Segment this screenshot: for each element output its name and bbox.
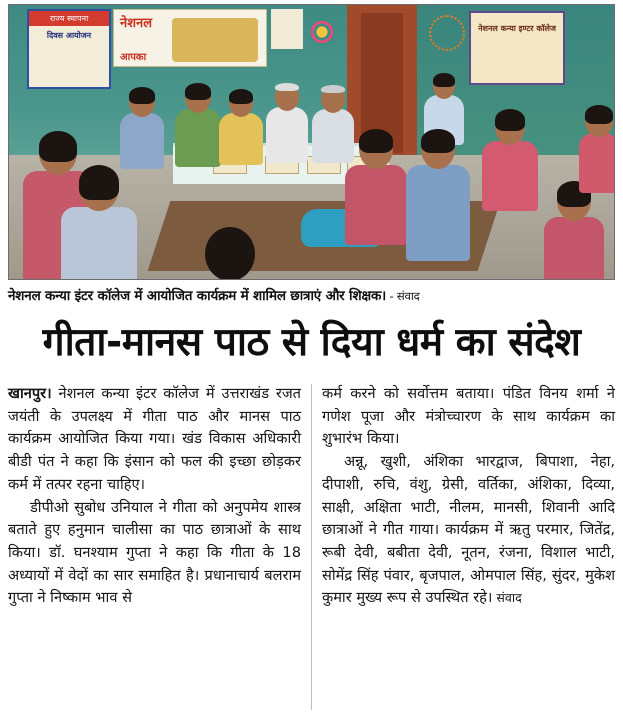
column-divider [311, 384, 312, 710]
student-person [585, 105, 615, 193]
article-column-right [322, 383, 615, 610]
banner-artwork [172, 18, 258, 62]
caption-text: नेशनल कन्या इंटर कॉलेज में आयोजित कार्यक्रम में शामिल छात्राएं और शिक्षक। [8, 288, 387, 304]
dreamcatcher-decoration [429, 15, 465, 51]
caption-credit: - संवाद [386, 289, 420, 303]
banner-left-title: राज्य स्थापना [29, 11, 109, 26]
student-person [359, 129, 407, 245]
college-banner [469, 11, 565, 85]
article-credit: संवाद [492, 590, 522, 606]
college-banner-text: नेशनल कन्या इण्टर कॉलेज [478, 24, 556, 33]
guest-person [275, 83, 308, 163]
student-person [557, 181, 604, 280]
paragraph-text: नेशनल कन्या इंटर कॉलेज में उत्तराखंड रजत जयंती के उपलक्ष्य में गीता पाठ और मानस पाठ कार्यक्रम आयोजित किया गया। खंड विकास अधिकारी बीडी पंत ने कहा कि इंसान को फल की इच्छा छोड़कर कर्म में तत्पर रहना चाहिए। [8, 385, 301, 493]
dateline: खानपुर। [8, 385, 52, 402]
wall-poster [271, 9, 303, 49]
guest-person [129, 87, 164, 169]
article-column-left [8, 383, 301, 610]
guest-person [321, 85, 354, 163]
article-paragraph: कर्म करने को सर्वोत्तम बताया। पंडित विनय शर्मा ने गणेश पूजा और मंत्रोच्चारण के साथ कार्यक्रम का शुभारंभ किया। [322, 385, 615, 448]
headline: गीता-मानस पाठ से दिया धर्म का संदेश [42, 320, 581, 365]
event-banner-center [113, 9, 267, 67]
student-person [495, 109, 538, 211]
banner-center-title: नेशनल [120, 16, 153, 31]
banner-center-subtitle: आपका [120, 52, 147, 63]
student-person [79, 165, 137, 280]
article-paragraph: डीपीओ सुबोध उनियाल ने गीता को अनुपमेय शास्त्र बताते हुए हनुमान चालीसा का पाठ छात्राओं के साथ किया। डॉ. घनश्याम गुप्ता ने कहा कि गीता के 18 अध्यायों में वेदों का सार समाहित है। प्रधानाचार्य बलराम गुप्ता ने निष्काम भाव से [8, 498, 301, 607]
mandala-decoration [309, 19, 335, 45]
paragraph-text: अन्नू, खुशी, अंशिका भारद्वाज, बिपाशा, नेहा, दीपाशी, रुचि, वंशु, ग्रेसी, वर्तिका, अंशिका, दिव्या, साक्षी, अक्षिता भाटी, नीलम, मानसी, शिवानी आदि छात्राओं ने गीत गाया। कार्यक्रम में ऋतु परमार, जितेंद्र, रूबी देवी, बबीता देवी, नूतन, रंजना, विशाल भाटी, सोमेंद्र सिंह पंवार, बृजपाल, ओमपाल सिंह, सुंदर, मुकेश कुमार मुख्य रूप से उपस्थित रहे। [322, 453, 615, 607]
article-paragraph [322, 451, 615, 610]
guest-person [229, 89, 263, 165]
event-banner-left [27, 9, 111, 89]
photo-caption [8, 284, 615, 308]
student-person [205, 227, 255, 280]
news-photo [8, 4, 615, 280]
student-person [421, 129, 470, 261]
banner-left-subtitle: दिवस आयोजन [46, 31, 92, 40]
article-paragraph [8, 383, 301, 497]
guest-person [185, 83, 221, 167]
